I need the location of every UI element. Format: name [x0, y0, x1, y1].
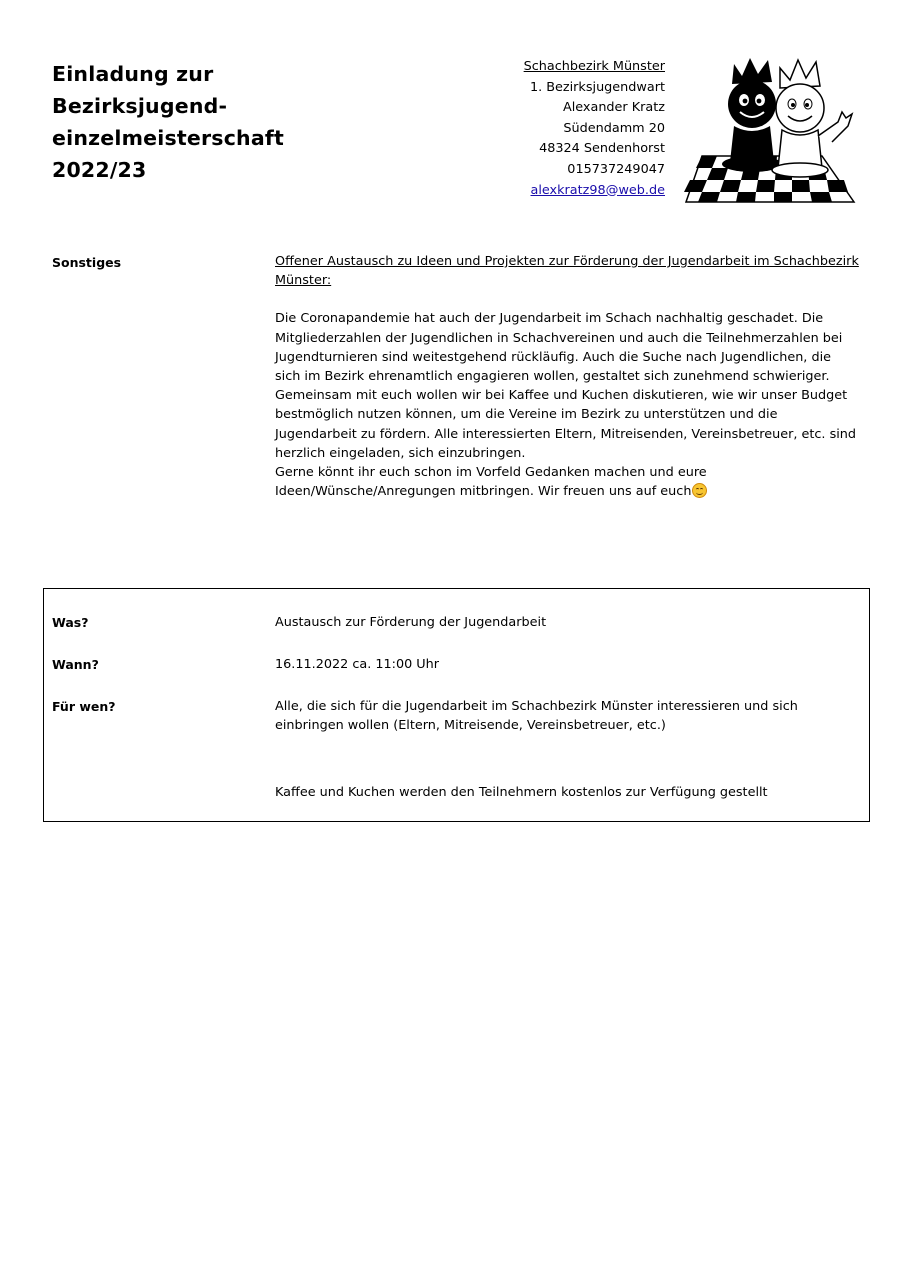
address-role: 1. Bezirksjugendwart	[529, 79, 665, 95]
address-name: Alexander Kratz	[562, 100, 665, 116]
smiling-face-icon	[692, 483, 707, 498]
sonstiges-paragraph-2	[275, 463, 860, 501]
title-line-2: Bezirksjugend-	[52, 94, 228, 118]
was-value: Austausch zur Förderung der Jugendarbeit	[275, 615, 547, 630]
document-title	[52, 58, 312, 186]
title-line-4: 2022/23	[52, 158, 147, 182]
address-email-link[interactable]: alexkratz98@web.de	[530, 182, 665, 198]
coffee-cake-note: Kaffee und Kuchen werden den Teilnehmern kostenlos zur Verfügung gestellt	[275, 785, 768, 800]
sonstiges-content	[275, 252, 860, 501]
fuer-wen-value: Alle, die sich für die Jugendarbeit im Schachbezirk Münster interessieren und sich einbringen wollen (Eltern, Mitreisende, Vereinsbetreuer, etc.)	[275, 699, 798, 734]
sender-address	[524, 57, 665, 201]
address-organization: Schachbezirk Münster	[523, 59, 665, 74]
wann-value: 16.11.2022 ca. 11:00 Uhr	[275, 657, 440, 672]
chess-kings-logo-icon	[682, 52, 858, 210]
title-line-1: Einladung zur	[52, 62, 214, 86]
sonstiges-heading: Offener Austausch zu Ideen und Projekten zur Förderung der Jugendarbeit im Schachbezirk Münster:	[275, 254, 859, 289]
fuer-wen-label: Für wen?	[52, 699, 116, 714]
wann-label: Wann?	[52, 657, 99, 672]
sonstiges-paragraph-1: Die Coronapandemie hat auch der Jugendarbeit im Schach nachhaltig geschadet. Die Mitgliederzahlen der Jugendlichen in Schachvereinen und auch die Teilnehmerzahlen bei Jugendturnieren sind weitestgehend rückläufig. Auch die Suche nach Jugendlichen, die sich im Bezirk ehrenamtlich engagieren wollen, gestaltet sich zunehmend schwieriger. Gemeinsam mit euch wollen wir bei Kaffee und Kuchen diskutieren, wie wir unser Budget bestmöglich nutzen können, um die Vereine im Bezirk zu unterstützen und die Jugendarbeit zu fördern. Alle interessierten Eltern, Mitreisenden, Vereinsbetreuer, etc. sind herzlich eingeladen, sich einzubringen.	[275, 311, 857, 461]
address-phone: 015737249047	[567, 161, 665, 177]
was-label: Was?	[52, 615, 89, 630]
title-line-3: einzelmeisterschaft	[52, 126, 284, 150]
address-city: 48324 Sendenhorst	[539, 141, 665, 157]
sonstiges-label: Sonstiges	[52, 255, 122, 270]
sonstiges-body	[275, 309, 860, 501]
address-street: Südendamm 20	[563, 120, 665, 136]
sonstiges-paragraph-2-text: Gerne könnt ihr euch schon im Vorfeld Gedanken machen und eure Ideen/Wünsche/Anregungen mitbringen. Wir freuen uns auf euch	[275, 465, 707, 500]
event-info-box	[43, 588, 870, 822]
